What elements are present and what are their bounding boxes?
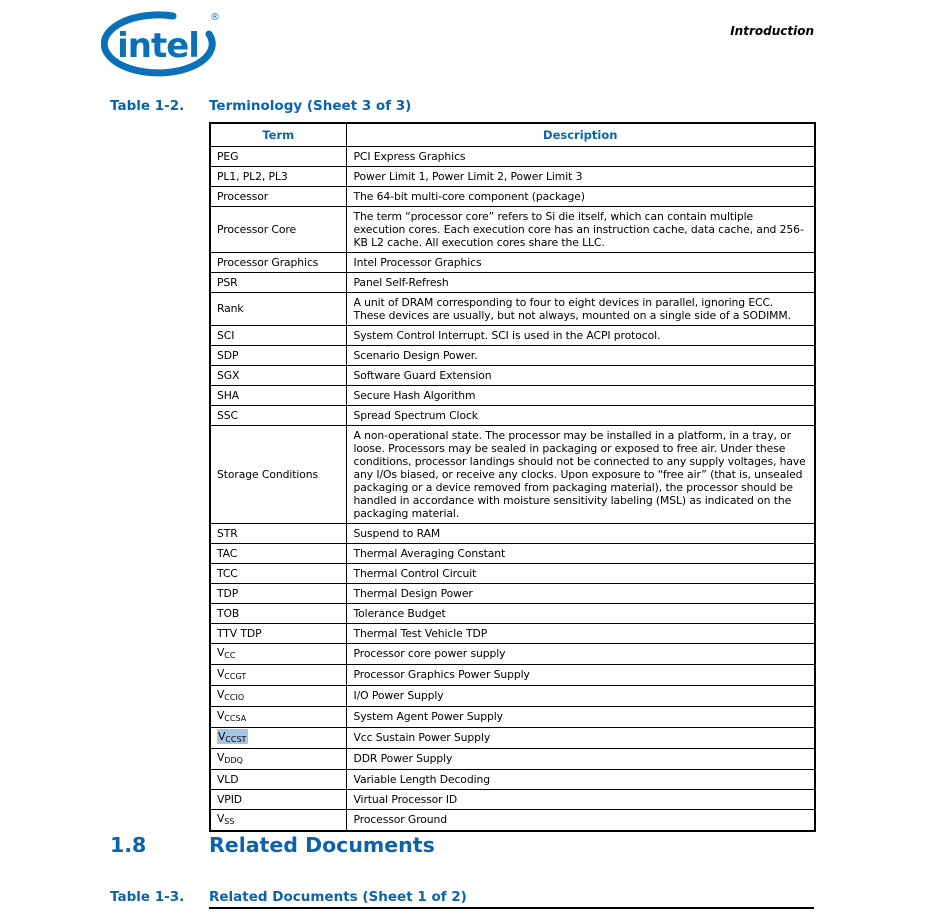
description-cell: Processor Ground [346,809,815,831]
term-cell [210,563,346,583]
term-cell [210,789,346,809]
table-row [210,727,815,748]
table-row [210,365,815,385]
table-row [210,385,815,405]
term-cell [210,543,346,563]
term-text: SHA [217,388,240,402]
running-header: Introduction [730,24,814,38]
table-row [210,523,815,543]
term-text: Processor [217,189,269,203]
term-text: $V_{CCGT}$ [217,666,247,681]
table-1-3-caption [110,889,467,905]
table-row [210,206,815,252]
table-row [210,769,815,789]
term-subscript: CCST [225,734,247,744]
term-cell [210,272,346,292]
description-cell: Power Limit 1, Power Limit 2, Power Limit 3 [346,166,815,186]
term-cell [210,292,346,325]
registered-trademark-icon: ® [210,12,220,23]
table-row [210,345,815,365]
terminology-table-body [210,146,815,831]
description-cell: Scenario Design Power. [346,345,815,365]
term-text: TCC [217,566,238,580]
description-cell: Secure Hash Algorithm [346,385,815,405]
term-text: TOB [217,606,240,620]
table-row [210,583,815,603]
description-cell: Variable Length Decoding [346,769,815,789]
term-cell [210,664,346,685]
table-1-3-title: Related Documents (Sheet 1 of 2) [209,889,467,905]
table-row [210,789,815,809]
term-cell [210,146,346,166]
table-1-2-caption [110,98,411,114]
term-cell [210,425,346,523]
term-text: Processor Core [217,222,297,236]
term-cell [210,643,346,664]
term-text: VPID [217,792,242,806]
table-row [210,186,815,206]
description-cell: Tolerance Budget [346,603,815,623]
description-cell: Thermal Averaging Constant [346,543,815,563]
table-row [210,706,815,727]
column-header-term: Term [210,123,346,146]
term-subscript: DDQ [224,755,243,765]
term-text: VLD [217,772,239,786]
selected-term-text[interactable]: $V_{CCST}$ [218,729,247,744]
description-cell: Thermal Test Vehicle TDP [346,623,815,643]
table-row [210,292,815,325]
term-subscript: CCIO [224,692,245,702]
description-cell: Software Guard Extension [346,365,815,385]
table-row [210,809,815,831]
term-cell [210,706,346,727]
term-cell [210,748,346,769]
term-cell [210,186,346,206]
table-row [210,685,815,706]
section-title: Related Documents [209,833,435,857]
term-text: PSR [217,275,238,289]
term-text: $V_{SS}$ [217,811,235,826]
intel-logo [101,5,223,78]
description-cell: Panel Self-Refresh [346,272,815,292]
term-subscript: CCGT [224,671,247,681]
description-cell: A unit of DRAM corresponding to four to eight devices in parallel, ignoring ECC. These devices are usually, but not always, mounted on a single side of a SODIMM. [346,292,815,325]
table-row [210,166,815,186]
table-row [210,272,815,292]
term-cell [210,385,346,405]
table-1-2-title: Terminology (Sheet 3 of 3) [209,98,412,114]
description-cell: Thermal Control Circuit [346,563,815,583]
term-cell [210,345,346,365]
description-cell: The term “processor core” refers to Si die itself, which can contain multiple execution cores. Each execution core has an instruction cache, data cache, and 256-KB L2 cache. All execution cores share the LLC. [346,206,815,252]
term-cell [210,583,346,603]
table-row [210,325,815,345]
description-cell: Thermal Design Power [346,583,815,603]
description-cell: System Agent Power Supply [346,706,815,727]
term-subscript: SS [224,816,235,826]
table-row [210,664,815,685]
term-text: Processor Graphics [217,255,319,269]
term-text: PL1, PL2, PL3 [217,169,288,183]
description-cell: PCI Express Graphics [346,146,815,166]
term-text: $V_{CCIO}$ [217,687,245,702]
term-text: SGX [217,368,240,382]
logo-text: intel [117,26,199,66]
table-1-3-label: Table 1-3. [110,889,185,905]
term-cell [210,325,346,345]
term-cell [210,685,346,706]
term-cell [210,727,346,748]
term-subscript: CCSA [224,713,247,723]
description-cell: The 64-bit multi-core component (package) [346,186,815,206]
term-cell [210,166,346,186]
description-cell: Processor core power supply [346,643,815,664]
term-text: $V_{DDQ}$ [217,750,243,765]
term-text: $V_{CCSA}$ [217,708,247,723]
term-cell [210,523,346,543]
term-cell [210,365,346,385]
terminology-table [209,122,816,832]
term-cell [210,603,346,623]
term-text: SDP [217,348,239,362]
term-cell [210,809,346,831]
table-row [210,623,815,643]
term-cell [210,405,346,425]
table-1-2-label: Table 1-2. [110,98,185,114]
table-row [210,146,815,166]
term-text: SCI [217,328,235,342]
section-heading [110,833,435,857]
table-row [210,405,815,425]
description-cell: Processor Graphics Power Supply [346,664,815,685]
table-row [210,252,815,272]
term-text: TAC [217,546,238,560]
term-text: PEG [217,149,239,163]
term-cell [210,252,346,272]
table-row [210,643,815,664]
term-cell [210,623,346,643]
term-text: TDP [217,586,239,600]
table-row [210,425,815,523]
table-1-3-top-border [209,907,814,909]
description-cell: Intel Processor Graphics [346,252,815,272]
term-text: Rank [217,302,244,315]
term-text: TTV TDP [217,626,262,640]
table-row [210,603,815,623]
table-row [210,748,815,769]
description-cell: Virtual Processor ID [346,789,815,809]
description-cell: Spread Spectrum Clock [346,405,815,425]
table-row [210,543,815,563]
description-cell: Suspend to RAM [346,523,815,543]
description-cell: System Control Interrupt. SCI is used in the ACPI protocol. [346,325,815,345]
term-text: Storage Conditions [217,467,319,481]
column-header-description: Description [346,123,815,146]
description-cell: I/O Power Supply [346,685,815,706]
description-cell: DDR Power Supply [346,748,815,769]
table-row [210,563,815,583]
section-number: 1.8 [110,833,147,857]
table-header-row [210,123,815,146]
description-cell: A non-operational state. The processor may be installed in a platform, in a tray, or loose. Processors may be sealed in packaging or exposed to free air. Under these conditions, processor landings should not be connected to any supply voltages, have any I/Os biased, or receive any clocks. Upon exposure to “free air” (that is, unsealed packaging or a device removed from packaging material), the processor should be handled in accordance with moisture sensitivity labeling (MSL) as indicated on the packaging material. [346,425,815,523]
term-text: STR [217,526,238,540]
term-cell [210,769,346,789]
term-subscript: CC [224,650,236,660]
term-cell [210,206,346,252]
term-text: SSC [217,408,238,422]
description-cell: Vcc Sustain Power Supply [346,727,815,748]
term-text: $V_{CC}$ [217,645,236,660]
